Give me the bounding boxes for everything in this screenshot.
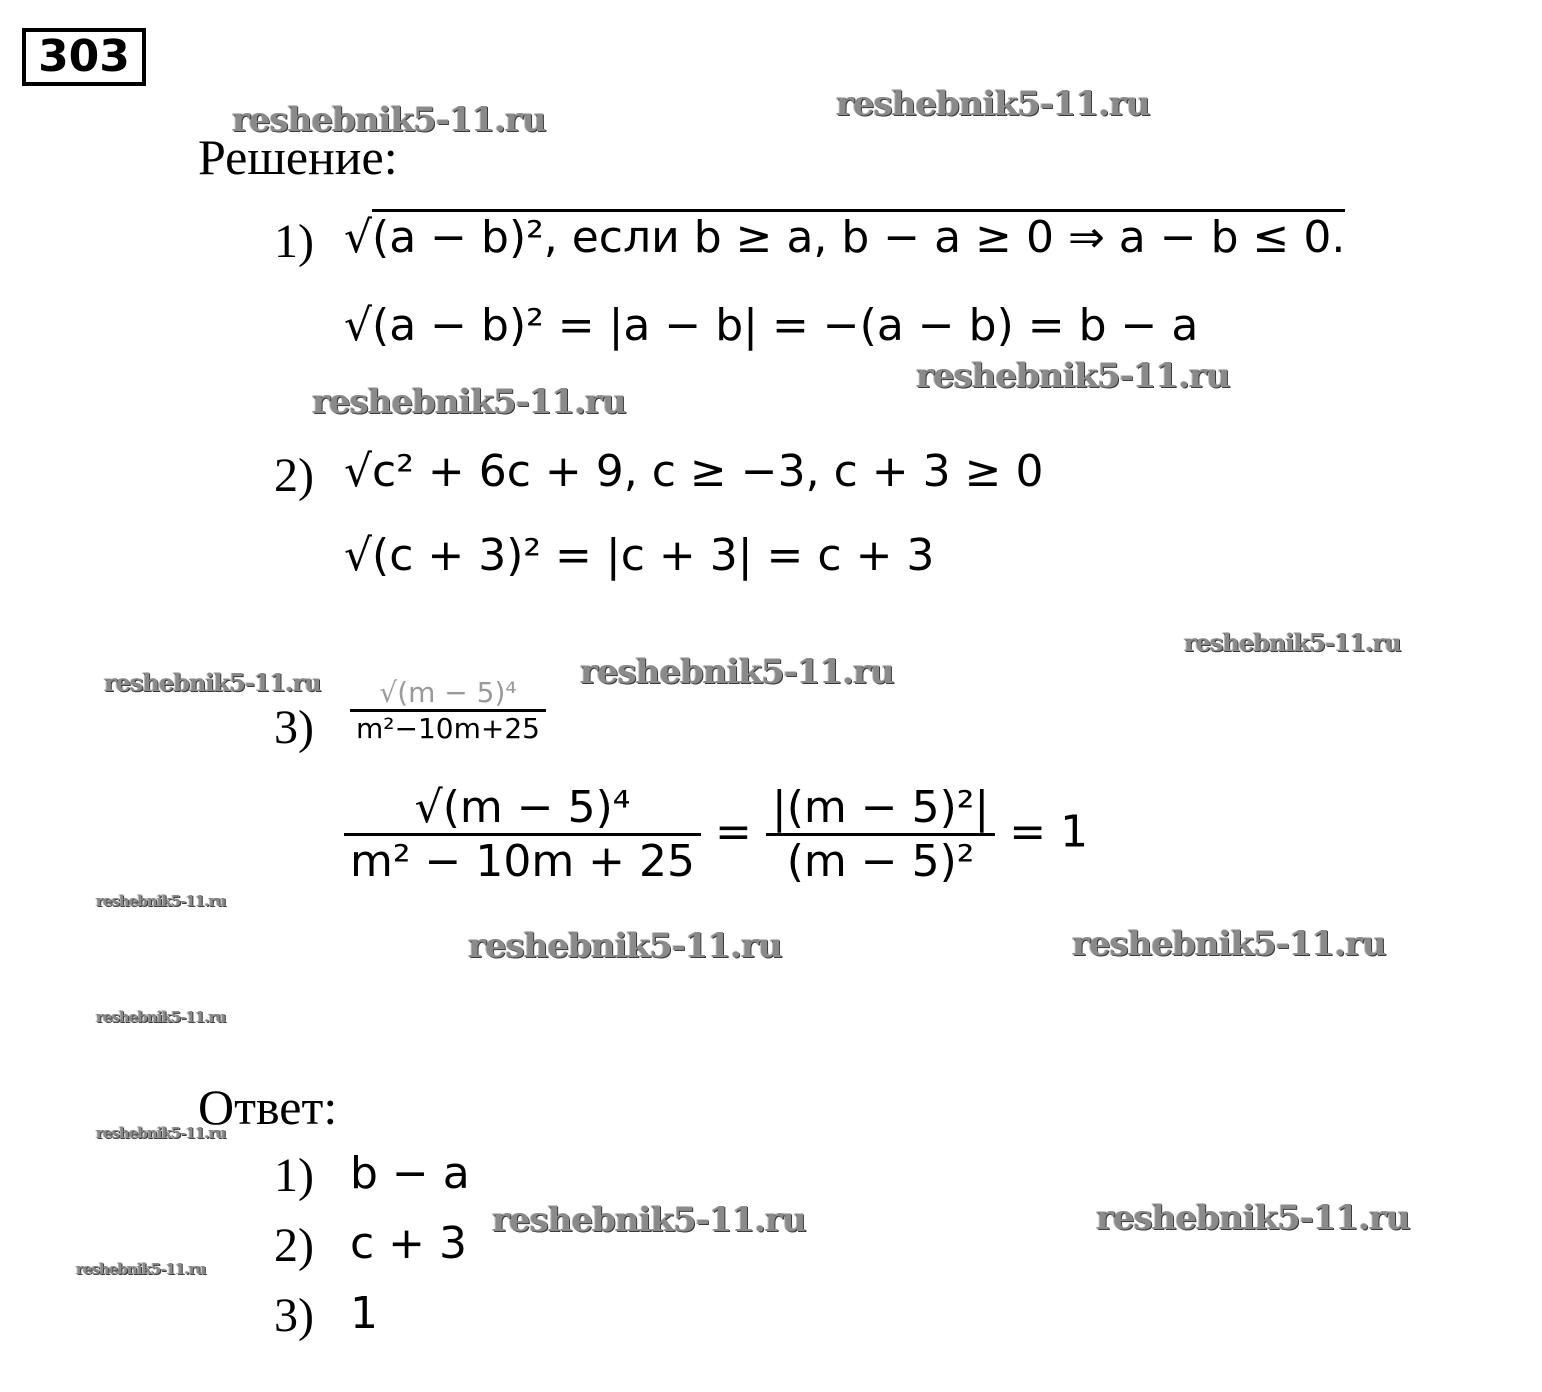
item-2-result: (c + 3)² = |c + 3| = c + 3	[372, 530, 935, 581]
watermark: reshebnik5-11.ru	[580, 652, 894, 692]
item-2-line-1	[344, 446, 1043, 497]
watermark: reshebnik5-11.ru	[492, 1200, 806, 1240]
answer-value: c + 3	[350, 1218, 468, 1269]
watermark: reshebnik5-11.ru	[836, 84, 1150, 124]
item-3-fraction-left	[344, 782, 701, 887]
item-3-numerator-left: (m − 5)⁴	[442, 782, 631, 833]
item-3-fraction-small	[350, 676, 546, 745]
watermark: reshebnik5-11.ru	[1072, 924, 1386, 964]
item-3-numerator-right: |(m − 5)²|	[771, 782, 990, 833]
radical-icon: √	[344, 212, 373, 263]
answer-value: b − a	[350, 1148, 470, 1199]
item-3-result: = 1	[1009, 806, 1089, 858]
item-3-denominator-left: m² − 10m + 25	[350, 836, 696, 887]
watermark: reshebnik5-11.ru	[96, 1124, 226, 1142]
item-1-result: (a − b)² = |a − b| = −(a − b) = b − a	[372, 300, 1199, 351]
item-3-denominator-right: (m − 5)²	[786, 836, 975, 887]
solution-heading: Решение:	[198, 129, 398, 185]
item-number: 3)	[274, 701, 314, 754]
watermark: reshebnik5-11.ru	[104, 668, 321, 697]
problem-number: 303	[22, 28, 146, 86]
item-3-line-2: $\frac{\text{√(m − 5)⁴}}{\text{m² − 10m + 25}}$ = $\frac{\text{|(m − 5)²|}}{\text{(m − 5)²}}$ = 1	[344, 782, 1088, 887]
radical-icon: √	[344, 530, 373, 581]
watermark: reshebnik5-11.ru	[468, 926, 782, 966]
watermark: reshebnik5-11.ru	[96, 892, 226, 910]
item-2-expression: c² + 6c + 9, c ≥ −3, c + 3 ≥ 0	[372, 446, 1044, 497]
answer-number: 1)	[274, 1149, 314, 1202]
answer-number: 2)	[274, 1219, 314, 1272]
watermark: reshebnik5-11.ru	[232, 100, 546, 140]
item-2-line-2	[344, 530, 934, 581]
item-number: 2)	[274, 449, 314, 502]
item-1-line-2	[344, 300, 1198, 351]
watermark: reshebnik5-11.ru	[1184, 628, 1401, 657]
item-1-line-1	[344, 212, 1345, 263]
watermark: reshebnik5-11.ru	[312, 382, 626, 422]
watermark: reshebnik5-11.ru	[76, 1260, 206, 1278]
radical-icon: √	[379, 676, 398, 709]
watermark: reshebnik5-11.ru	[96, 1008, 226, 1026]
watermark: reshebnik5-11.ru	[916, 356, 1230, 396]
watermark: reshebnik5-11.ru	[1096, 1198, 1410, 1238]
item-3-small-numerator: (m − 5)⁴	[397, 676, 517, 709]
answer-value: 1	[350, 1288, 378, 1339]
item-number: 1)	[274, 215, 314, 268]
radical-icon: √	[344, 446, 373, 497]
answer-heading: Ответ:	[198, 1079, 338, 1135]
item-3-small-denominator: m²−10m+25	[356, 712, 540, 745]
radical-icon: √	[344, 300, 373, 351]
item-1-expression: (a − b)², если b ≥ a, b − a ≥ 0 ⇒ a − b ≤ 0.	[372, 209, 1345, 263]
radical-icon: √	[414, 782, 443, 833]
item-3-fraction-right	[766, 782, 995, 887]
answer-number: 3)	[274, 1289, 314, 1342]
